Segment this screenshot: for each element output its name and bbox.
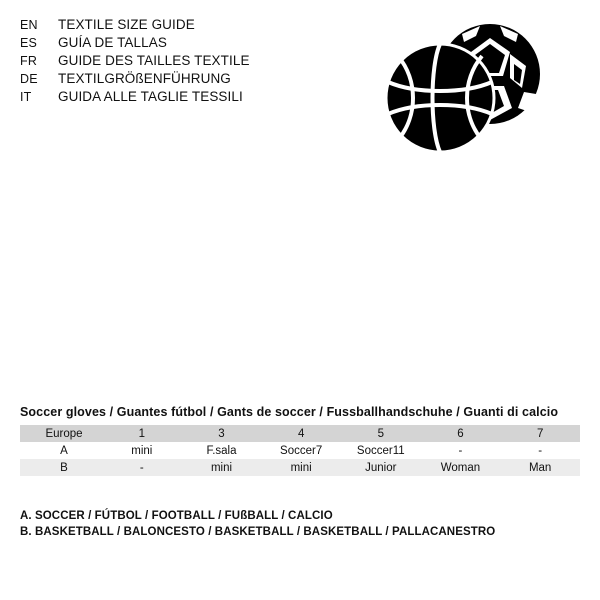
table-cell: mini bbox=[261, 459, 341, 476]
balls-illustration-svg bbox=[358, 22, 558, 172]
table-header-cell: 4 bbox=[261, 425, 341, 442]
legend-language-code: DE bbox=[20, 72, 38, 86]
balls-illustration bbox=[358, 22, 558, 172]
legend-row bbox=[20, 88, 350, 106]
basketball-icon bbox=[386, 44, 494, 152]
table-row-label: A bbox=[20, 442, 102, 459]
legend-language-label: GUÍA DE TALLAS bbox=[58, 35, 167, 50]
legend-language-label: TEXTILE SIZE GUIDE bbox=[58, 17, 195, 32]
table-cell: mini bbox=[182, 459, 262, 476]
size-table-block bbox=[20, 405, 580, 476]
table-header-row bbox=[20, 425, 580, 442]
table-cell: - bbox=[102, 459, 182, 476]
table-header-cell: 3 bbox=[182, 425, 262, 442]
footnotes bbox=[20, 508, 580, 540]
table-cell: Man bbox=[500, 459, 580, 476]
size-table bbox=[20, 425, 580, 476]
table-row bbox=[20, 442, 580, 459]
table-header-cell: 6 bbox=[421, 425, 501, 442]
footnote-a: A. SOCCER / FÚTBOL / FOOTBALL / FUßBALL / CALCIO bbox=[20, 510, 333, 522]
legend-language-code: IT bbox=[20, 90, 32, 104]
table-cell: F.sala bbox=[182, 442, 262, 459]
table-row-label: B bbox=[20, 459, 102, 476]
legend-row bbox=[20, 70, 350, 88]
table-cell: Soccer7 bbox=[261, 442, 341, 459]
legend-language-code: EN bbox=[20, 18, 38, 32]
size-table-title: Soccer gloves / Guantes fútbol / Gants de soccer / Fussballhandschuhe / Guanti di calcio bbox=[20, 405, 559, 419]
legend-language-label: GUIDE DES TAILLES TEXTILE bbox=[58, 53, 250, 68]
table-cell: Junior bbox=[341, 459, 421, 476]
legend-row bbox=[20, 16, 350, 34]
table-cell: - bbox=[421, 442, 501, 459]
table-header-cell: 1 bbox=[102, 425, 182, 442]
table-cell: Woman bbox=[421, 459, 501, 476]
table-cell: mini bbox=[102, 442, 182, 459]
table-cell: - bbox=[500, 442, 580, 459]
legend-language-code: FR bbox=[20, 54, 38, 68]
table-header-cell: 7 bbox=[500, 425, 580, 442]
table-header-cell: Europe bbox=[20, 425, 102, 442]
language-legend bbox=[20, 16, 350, 106]
table-cell: Soccer11 bbox=[341, 442, 421, 459]
table-header-cell: 5 bbox=[341, 425, 421, 442]
legend-row bbox=[20, 34, 350, 52]
footnote-b: B. BASKETBALL / BALONCESTO / BASKETBALL / BASKETBALL / PALLACANESTRO bbox=[20, 526, 496, 538]
legend-language-code: ES bbox=[20, 36, 38, 50]
table-row bbox=[20, 459, 580, 476]
legend-language-label: GUIDA ALLE TAGLIE TESSILI bbox=[58, 89, 243, 104]
legend-row bbox=[20, 52, 350, 70]
legend-language-label: TEXTILGRÖßENFÜHRUNG bbox=[58, 71, 231, 86]
